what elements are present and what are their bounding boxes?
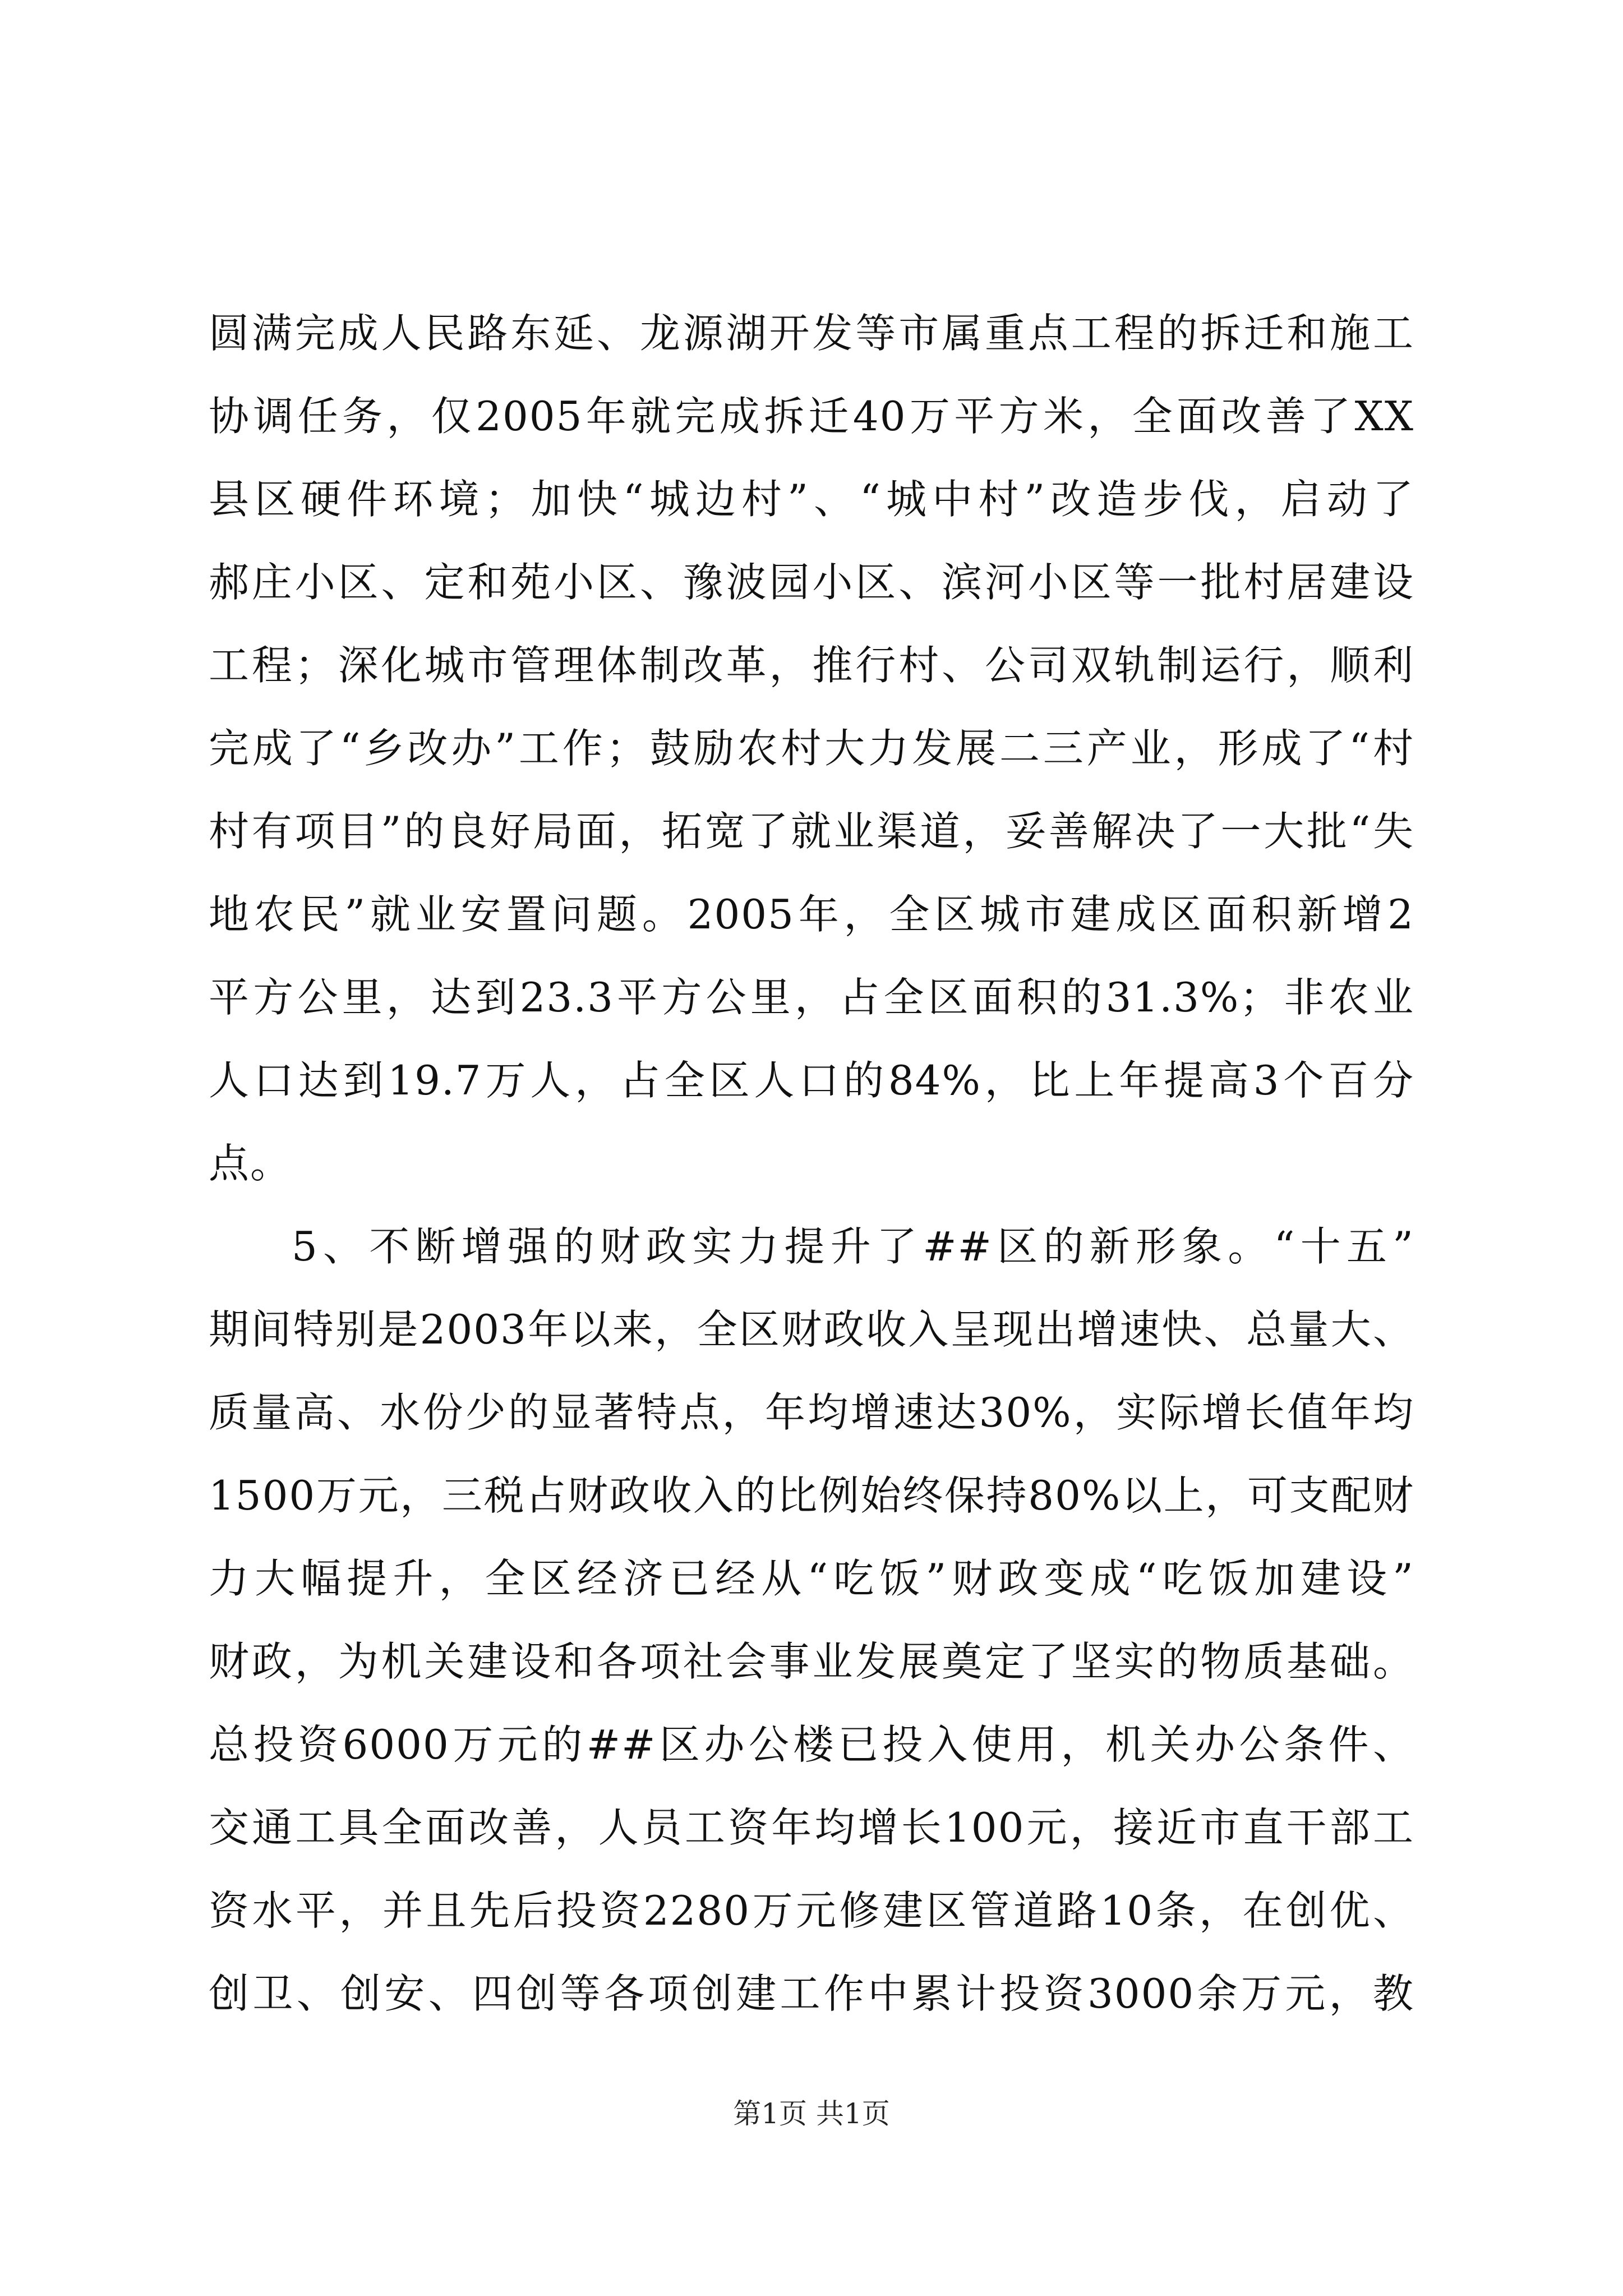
text-line: 县区硬件环境；加快“城边村”、“城中村”改造步伐，启动了 — [209, 476, 1414, 523]
text-line: 地农民”就业安置问题。2005年，全区城市建成区面积新增2 — [209, 891, 1414, 938]
text-line: 点。 — [209, 1140, 292, 1187]
text-line: 村有项目”的良好局面，拓宽了就业渠道，妥善解决了一大批“失 — [209, 808, 1414, 855]
text-line: 创卫、创安、四创等各项创建工作中累计投资3000余万元，教 — [209, 1970, 1414, 2017]
text-line: 总投资6000万元的##区办公楼已投入使用，机关办公条件、 — [209, 1721, 1414, 1768]
text-line: 工程；深化城市管理体制改革，推行村、公司双轨制运行，顺利 — [209, 642, 1414, 689]
text-line: 协调任务，仅2005年就完成拆迁40万平方米，全面改善了XX — [209, 393, 1414, 440]
paragraph-start-line: 5、不断增强的财政实力提升了##区的新形象。“十五” — [292, 1223, 1414, 1270]
text-line: 平方公里，达到23.3平方公里，占全区面积的31.3%；非农业 — [209, 974, 1414, 1021]
text-line: 期间特别是2003年以来，全区财政收入呈现出增速快、总量大、 — [209, 1306, 1414, 1353]
page-number-footer: 第1页 共1页 — [733, 2097, 890, 2130]
text-line: 质量高、水份少的显著特点，年均增速达30%，实际增长值年均 — [209, 1389, 1414, 1436]
body-text — [209, 292, 1414, 2035]
text-line: 财政，为机关建设和各项社会事业发展奠定了坚实的物质基础。 — [209, 1638, 1414, 1685]
text-line: 人口达到19.7万人，占全区人口的84%，比上年提高3个百分 — [209, 1057, 1414, 1104]
text-line: 交通工具全面改善，人员工资年均增长100元，接近市直干部工 — [209, 1804, 1414, 1851]
text-line: 资水平，并且先后投资2280万元修建区管道路10条，在创优、 — [209, 1887, 1414, 1934]
text-line: 1500万元，三税占财政收入的比例始终保持80%以上，可支配财 — [209, 1472, 1414, 1519]
text-line: 完成了“乡改办”工作；鼓励农村大力发展二三产业，形成了“村 — [209, 725, 1414, 772]
text-line: 力大幅提升，全区经济已经从“吃饭”财政变成“吃饭加建设” — [209, 1555, 1414, 1602]
text-line: 郝庄小区、定和苑小区、豫波园小区、滨河小区等一批村居建设 — [209, 559, 1414, 606]
text-line: 圆满完成人民路东延、龙源湖开发等市属重点工程的拆迁和施工 — [209, 310, 1414, 357]
